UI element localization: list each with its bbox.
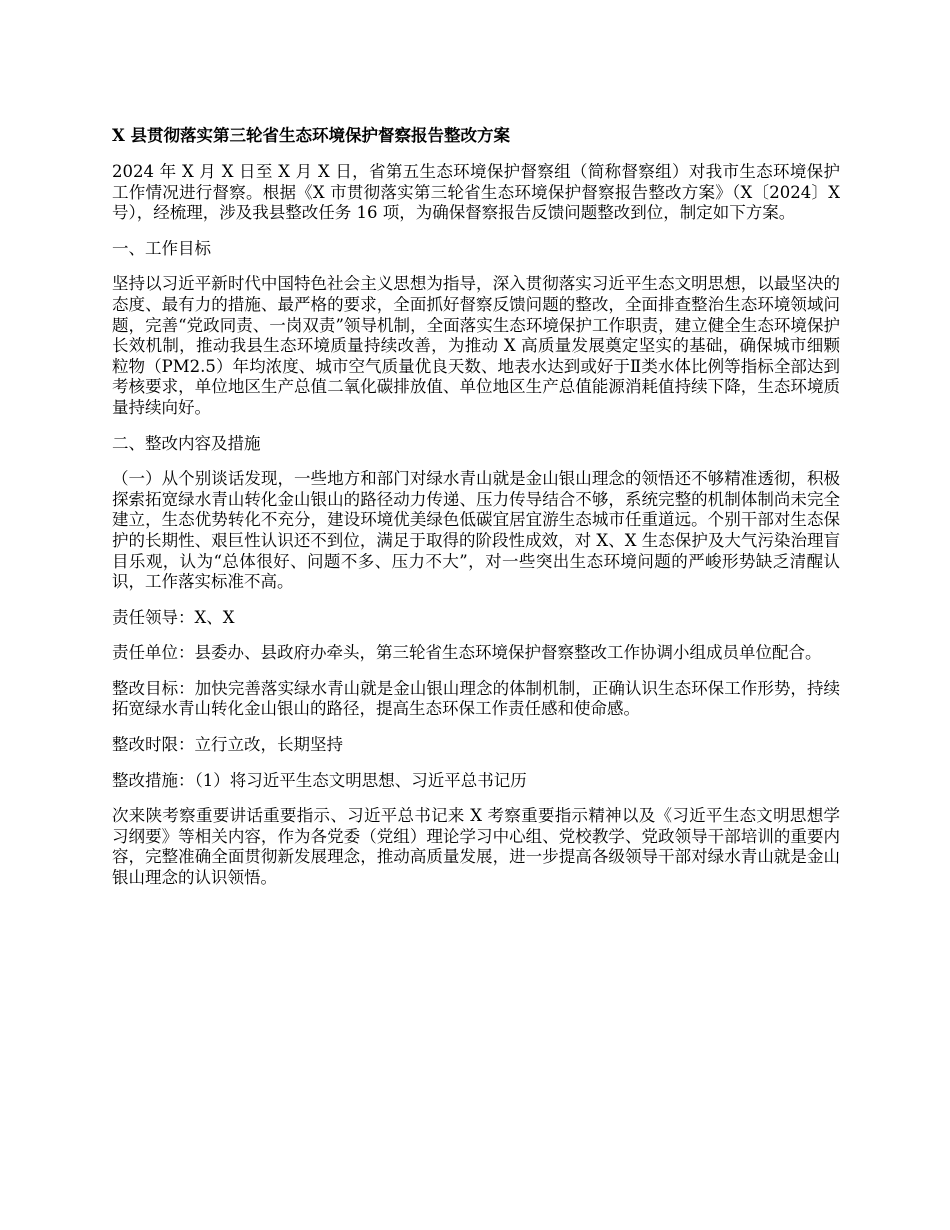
document-title: X 县贯彻落实第三轮省生态环境保护督察报告整改方案	[112, 126, 511, 145]
item-one-paragraph: （一）从个别谈话发现，一些地方和部门对绿水青山就是金山银山理念的领悟还不够精准透彻，积极探索拓宽绿水青山转化金山银山的路径动力传递、压力传导结合不够，系统完整的机制体制尚未完全建立，生态优势转化不充分，建设环境优美绿色低碳宜居宜游生态城市任重道远。个别干部对生态保护的长期性、艰巨性认识还不到位，满足于取得的阶段性成效，对 X、X 生态保护及大气污染治理盲目乐观，认为“总体很好、问题不多、压力不大”，对一些突出生态环境问题的严峻形势缺乏清醒认识，工作落实标准不高。	[112, 469, 840, 592]
section-heading-goals: 一、工作目标	[112, 238, 211, 258]
document-page	[112, 124, 840, 904]
responsible-unit: 责任单位：县委办、县政府办牵头，第三轮省生态环境保护督察整改工作协调小组成员单位配合。	[112, 643, 822, 663]
rectification-deadline: 整改时限：立行立改，长期坚持	[112, 735, 343, 755]
rectification-measures: 整改措施：（1）将习近平生态文明思想、习近平总书记历	[112, 770, 527, 790]
intro-paragraph: 2024 年 X 月 X 日至 X 月 X 日，省第五生态环境保护督察组（简称督察组）对我市生态环境保护工作情况进行督察。根据《X 市贯彻落实第三轮省生态环境保护督察报告整改方案》（X〔2024〕X 号），经梳理，涉及我县整改任务 16 项，为确保督察报告反馈问题整改到位，制定如下方案。	[112, 162, 840, 223]
rectification-goal: 整改目标：加快完善落实绿水青山就是金山银山理念的体制机制，正确认识生态环保工作形势，持续拓宽绿水青山转化金山银山的路径，提高生态环保工作责任感和使命感。	[112, 678, 840, 719]
section-heading-measures: 二、整改内容及措施	[112, 433, 261, 453]
responsible-leader: 责任领导：X、X	[112, 607, 235, 627]
measures-continuation: 次来陕考察重要讲话重要指示、习近平总书记来 X 考察重要指示精神以及《习近平生态文明思想学习纲要》等相关内容，作为各党委（党组）理论学习中心组、党校教学、党政领导干部培训的重要内容，完整准确全面贯彻新发展理念，推动高质量发展，进一步提高各级领导干部对绿水青山就是金山银山理念的认识领悟。	[112, 806, 840, 888]
goals-paragraph: 坚持以习近平新时代中国特色社会主义思想为指导，深入贯彻落实习近平生态文明思想，以最坚决的态度、最有力的措施、最严格的要求，全面抓好督察反馈问题的整改，全面排查整治生态环境领域问题，完善“党政同责、一岗双责”领导机制，全面落实生态环境保护工作职责，建立健全生态环境保护长效机制，推动我县生态环境质量持续改善，为推动 X 高质量发展奠定坚实的基础，确保城市细颗粒物（PM2.5）年均浓度、城市空气质量优良天数、地表水达到或好于Ⅱ类水体比例等指标全部达到考核要求，单位地区生产总值二氧化碳排放值、单位地区生产总值能源消耗值持续下降，生态环境质量持续向好。	[112, 274, 840, 417]
